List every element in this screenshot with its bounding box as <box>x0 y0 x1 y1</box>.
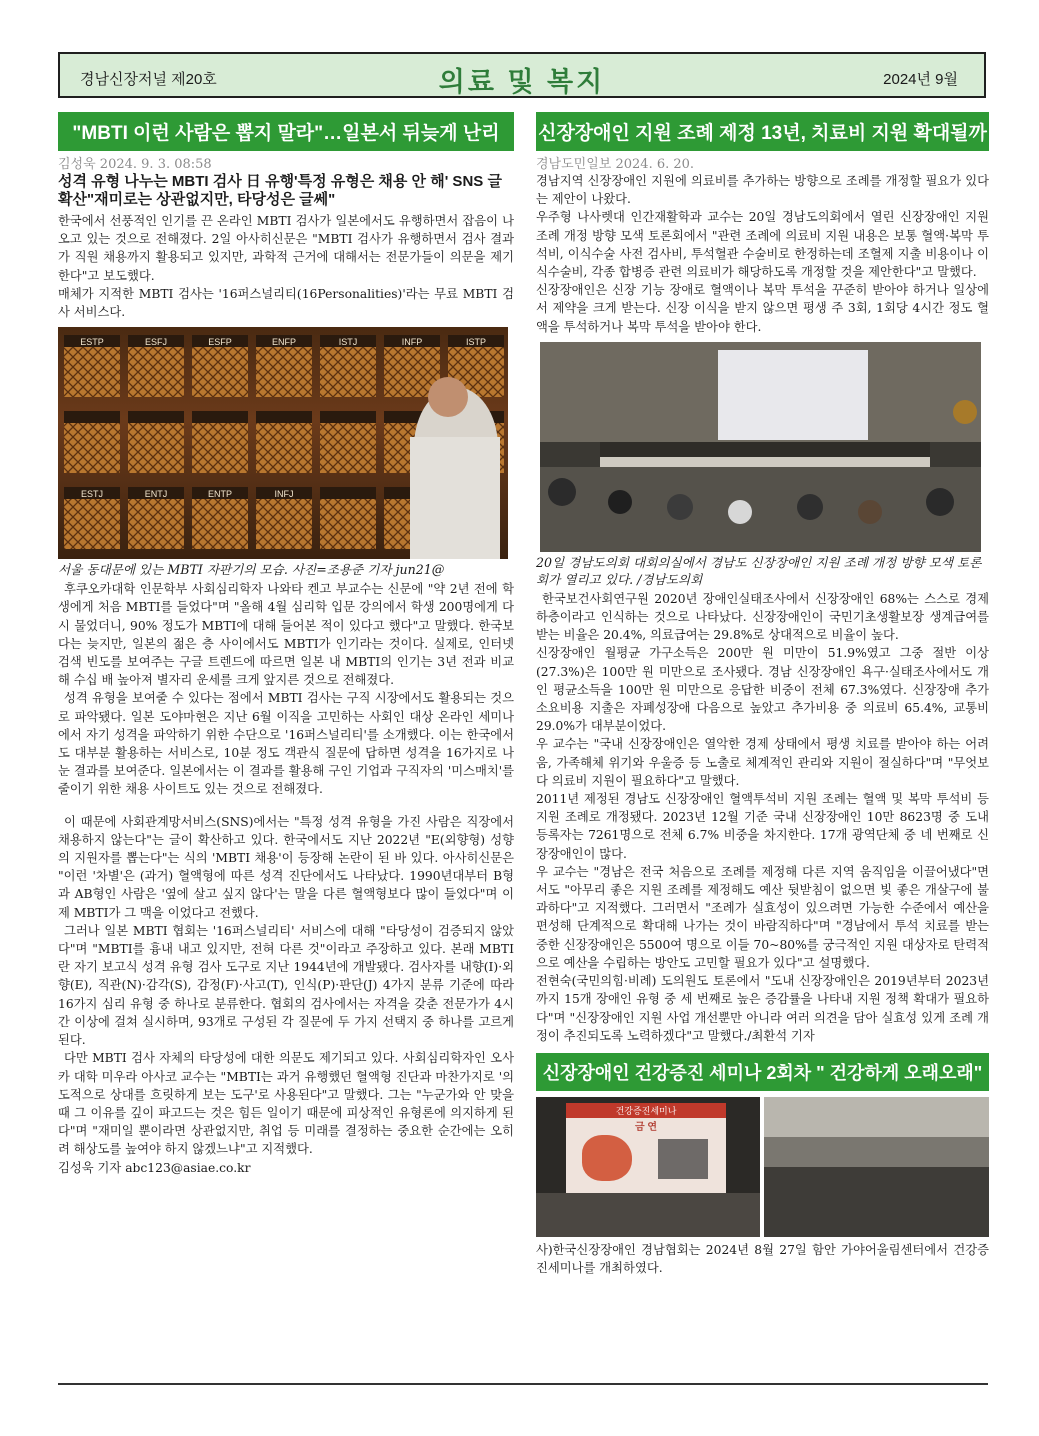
article-byline: 경남도민일보 2024. 6. 20. <box>536 157 695 172</box>
machine-panel <box>128 499 184 549</box>
machine-label-bar <box>320 411 376 423</box>
photo-caption: 20일 경남도의회 대회의실에서 경남도 신장장애인 지원 조례 개정 방향 모색 토론회가 열리고 있다. /경남도의회 <box>536 554 982 587</box>
mbti-type-label: ISTP <box>465 337 487 348</box>
photo-caption: 서울 동대문에 있는 MBTI 자판기의 모습. 사진=조용준 기자 jun21@ <box>58 562 445 578</box>
mbti-type-label: ESFJ <box>144 337 168 348</box>
article-paragraph: 신장장애인은 신장 기능 장애로 혈액이나 복막 투석을 꾸준히 받아야 하거나 일상에서 제약을 크게 받는다. 신장 이식을 받지 않으면 평생 주 3회, 1회당 4시간 정도 혈액을 투석하거나 복막 투석을 받아야 한다. <box>536 283 989 334</box>
mbti-type-label: ENTJ <box>144 489 168 500</box>
machine-panel <box>64 347 120 397</box>
article-paragraph: 신장장애인 월평균 가구소득은 200만 원 미만이 51.9%였고 그중 절반 이상(27.3%)은 100만 원 미만으로 조사됐다. 경남 신장장애인 욕구·실태조사에서도 개인 평균소득을 100만 원 미만으로 응답한 비중이 전체 67.3%였다. 신장장애 추가 소요비용 지출은 자폐성장애 다음으로 높았고 추가비용 중 의료비 65.4%, 교통비 29.0%가 대부분이었다. <box>536 646 989 734</box>
machine-panel <box>192 423 248 473</box>
machine-label-bar <box>192 411 248 423</box>
mbti-type-label: ENTP <box>207 489 233 500</box>
page-header <box>58 52 986 98</box>
machine-label-bar <box>128 411 184 423</box>
machine-panel <box>64 423 120 473</box>
machine-panel <box>256 499 312 549</box>
article-paragraph: 이 때문에 사회관계망서비스(SNS)에서는 "특정 성격 유형을 가진 사람은 직장에서 채용하지 않는다"는 글이 확산하고 있다. 한국에서도 지난 2022년 "E(외향형) 성향의 지원자를 뽑는다"는 식의 'MBTI 채용'이 등장해 논란이 된 바 있다. 아사히신문은 "이런 '차별'은 (과거) 혈액형에 따른 성격 진단에서도 나타났다. 1990년대부터 B형과 AB형인 사람은 '옆에 살고 싶지 않다'는 말을 다른 혈액형보다 많이 들었다"며 이제 MBTI가 그 맥을 이었다고 전했다. <box>58 814 514 920</box>
machine-panel <box>320 499 376 549</box>
article-paragraph: 다만 MBTI 검사 자체의 타당성에 대한 의문도 제기되고 있다. 사회심리학자인 오사카 대학 미우라 아사코 교수는 "MBTI는 과거 유행했던 혈액형 진단과 마찬가지로 '의도적으로 상대를 흐릿하게 보는 도구'로 사용된다"고 말했다. 그는 "누군가와 안 맞을 때 그 이유를 깊이 파고드는 것은 힘든 일이기 때문에 피상적인 유형론에 의지하게 된다"며 "재미일 뿐이라면 상관없지만, 취업 등 미래를 결정하는 중요한 순간에는 오히려 해상도를 높여야 하지 않겠느냐"고 지적했다. <box>58 1051 514 1157</box>
mbti-type-label: ESTJ <box>80 489 104 500</box>
forum-photo <box>540 342 981 552</box>
seminar-photo-audience <box>764 1097 989 1237</box>
article-paragraph: 성격 유형을 보여줄 수 있다는 점에서 MBTI 검사는 구직 시장에서도 활용되는 것으로 파악됐다. 일본 도야마현은 지난 6월 이직을 고민하는 사회인 대상 온라인 세미나에서 자기 성격을 파악하기 위한 수단으로 '16퍼스널리티'를 소개했다. 이는 한국에서도 대부분 활용하는 서비스로, 10분 정도 객관식 질문에 답하면 성격을 16가지로 나눈 결과를 보여준다. 일본에서는 이 결과를 활용해 구인 기업과 구직자의 '미스매치'를 줄이기 위한 채용 사이트도 있는 것으로 전해졌다. <box>58 691 514 797</box>
article-signature: 김성욱 기자 abc123@asiae.co.kr <box>58 1160 251 1175</box>
mbti-type-label: ESFP <box>208 337 232 348</box>
machine-panel <box>128 347 184 397</box>
article-paragraph: 그러나 일본 MBTI 협회는 '16퍼스널리티' 서비스에 대해 "타당성이 검증되지 않았다"며 "MBTI를 흉내 내고 있지만, 전혀 다른 것"이라고 주장하고 있다. 본래 MBTI란 자기 보고식 성격 유형 검사 도구로 지난 1944년에 개발됐다. 검사자를 내향(I)·외향(E), 직관(N)·감각(S), 감정(F)·사고(T), 인식(P)·판단(J) 4가지 분류 기준에 따라 16가지 심리 유형 중 하나로 분류한다. 협회의 검사에서는 자격을 갖춘 전문가가 4시간 이상에 걸쳐 실시하며, 93개로 구성된 각 질문에 두 가지 선택지 중 하나를 고르게 된다. <box>58 923 514 1048</box>
article-banner: "MBTI 이런 사람은 뽑지 말라"…일본서 뒤늦게 난리 <box>58 112 514 151</box>
mbti-machine-illustration <box>58 327 508 559</box>
slide-subtitle: 금 연 <box>634 1121 658 1133</box>
article-paragraph: 우주형 나사렛대 인간재활학과 교수는 20일 경남도의회에서 열린 신장장애인 지원 조례 개정 방향 모색 토론회에서 "관련 조례에 의료비 지원 내용은 보통 혈액·복막 투석비, 이식수술 사전 검사비, 투석혈관 수술비로 한정하는데 조혈제 지출 비용이나 이식수술비, 각종 합병증 관련 의료비가 해당하도록 개정할 것을 제안한다"고 말했다. <box>536 210 989 280</box>
seminar-photos <box>536 1097 989 1237</box>
issue-date: 2024년 9월 <box>883 71 958 88</box>
seminar-banner: 신장장애인 건강증진 세미나 2회차 " 건강하게 오래오래" <box>536 1053 989 1091</box>
article-paragraph: 2011년 제정된 경남도 신장장애인 혈액투석비 지원 조례는 혈액 및 복막 투석비 등 지원 조례로 개정됐다. 2023년 12월 기준 국내 신장장애인 10만 8623명 중 도내 등록자는 7261명으로 전체 6.7% 비중을 차지한다. 17개 광역단체 중 네 번째로 신장장애인이 많다. <box>536 792 989 861</box>
machine-label-bar <box>320 487 376 499</box>
mbti-type-label: INFP <box>401 337 423 348</box>
article-paragraph: 우 교수는 "국내 신장장애인은 열악한 경제 상태에서 평생 치료를 받아야 하는 어려움, 가족해체 위기와 우울증 등 노출로 체계적인 관리와 지원이 절실하다"며 "무엇보다 의료비 지원이 필요하다"고 말했다. <box>536 737 989 788</box>
article-paragraph: 후쿠오카대학 인문학부 사회심리학자 나와타 켄고 부교수는 신문에 "약 2년 전에 학생에게 처음 MBTI를 들었다"며 "올해 4월 심리학 입문 강의에서 학생 200명에게 다시 물었더니, 90% 정도가 MBTI에 대해 들어본 적이 있다고 했다"고 말했다. 한국보다는 늦지만, 일본의 젊은 층 사이에서도 MBTI가 인기라는 것이다. 실제로, 인터넷 검색 빈도를 보여주는 구글 트렌드에 따르면 일본 내 MBTI의 인기는 3년 전과 비교해 수십 배 높아져 별자리 운세를 크게 앞지른 것으로 전해졌다. <box>58 582 514 688</box>
article-paragraph: 전현숙(국민의힘·비례) 도의원도 토론에서 "도내 신장장애인은 2019년부터 2023년까지 15개 장애인 유형 중 세 번째로 높은 증감률을 나타내 지원 정책 확대가 필요하다"며 "신장장애인 지원 사업 개선뿐만 아니라 여러 의견을 담아 실효성 있게 조례 개정이 추진되도록 노력하겠다"고 말했다./최환석 기자 <box>536 974 989 1043</box>
mbti-type-label: ISTJ <box>338 337 358 348</box>
article-paragraph: 한국에서 선풍적인 인기를 끈 온라인 MBTI 검사가 일본에서도 유행하면서 잡음이 나오고 있는 것으로 전해졌다. 2일 아사히신문은 "MBTI 검사가 유행하면서 검사 결과가 직원 채용까지 활용되고 있지만, 과학적 근거에 대해서는 전문가들이 의문을 제기한다"고 보도했다. <box>58 214 514 283</box>
seminar-caption: 사)한국신장장애인 경남협회는 2024년 8월 27일 함안 가야어울림센터에서 건강증진세미나를 개최하였다. <box>536 1242 989 1276</box>
footer-rule <box>58 1383 988 1385</box>
seminar-photo-presentation <box>536 1097 760 1237</box>
mbti-type-label: ESTP <box>80 337 104 348</box>
machine-label-bar <box>64 411 120 423</box>
mbti-type-label: ENFP <box>271 337 297 348</box>
mbti-vending-machine-photo <box>58 327 508 559</box>
slide-title: 건강증진세미나 <box>566 1103 726 1118</box>
article-paragraph: 경남지역 신장장애인 지원에 의료비를 추가하는 방향으로 조례를 개정할 필요가 있다는 제안이 나왔다. <box>536 174 989 207</box>
machine-panel <box>256 423 312 473</box>
machine-label-bar <box>256 411 312 423</box>
journal-issue: 경남신장저널 제20호 <box>80 71 217 88</box>
section-title: 의료 및 복지 <box>438 67 606 97</box>
machine-panel <box>320 347 376 397</box>
machine-panel <box>64 499 120 549</box>
right-article <box>536 112 989 1277</box>
article-paragraph: 매체가 지적한 MBTI 검사는 '16퍼스널리티(16Personalities)'라는 무료 MBTI 검사 서비스다. <box>58 286 514 320</box>
article-paragraph: 한국보건사회연구원 2020년 장애인실태조사에서 신장장애인 68%는 스스로 경제 하층이라고 인식하는 것으로 나타났다. 신장장애인이 국민기초생활보장 생계급여를 받는 비율은 20.4%, 의료급여는 29.8%로 상대적으로 비율이 높다. <box>536 591 989 643</box>
forum-illustration <box>540 342 981 552</box>
article-paragraph: 우 교수는 "경남은 전국 처음으로 조례를 제정해 다른 지역 움직임을 이끌어냈다"면서도 "아무리 좋은 지원 조례를 제정해도 예산 뒷받침이 없으면 빛 좋은 개살구에 불과하다"고 지적했다. 그러면서 "조례가 실효성이 있으려면 가능한 수준에서 예산을 편성해 단계적으로 확대해 나가는 것이 바람직하다"며 "경남에서 투석 치료를 받는 중한 신장장애인은 5500여 명으로 이들 70~80%를 궁극적인 지원 대상자로 탄력적으로 예산을 수립하는 방안도 고민할 필요가 있다"고 설명했다. <box>536 864 989 970</box>
article-headline: 성격 유형 나누는 MBTI 검사 日 유행'특정 유형은 채용 안 해' SNS 글 확산"재미로는 상관없지만, 타당성은 글쎄" <box>58 173 502 208</box>
article-byline: 김성욱 2024. 9. 3. 08:58 <box>58 157 212 172</box>
machine-panel <box>192 499 248 549</box>
machine-panel <box>192 347 248 397</box>
article-banner: 신장장애인 지원 조례 제정 13년, 치료비 지원 확대될까 <box>536 112 989 151</box>
machine-panel <box>256 347 312 397</box>
machine-panel <box>128 423 184 473</box>
machine-panel <box>320 423 376 473</box>
mbti-type-label: INFJ <box>274 489 294 500</box>
left-article <box>58 112 514 1177</box>
